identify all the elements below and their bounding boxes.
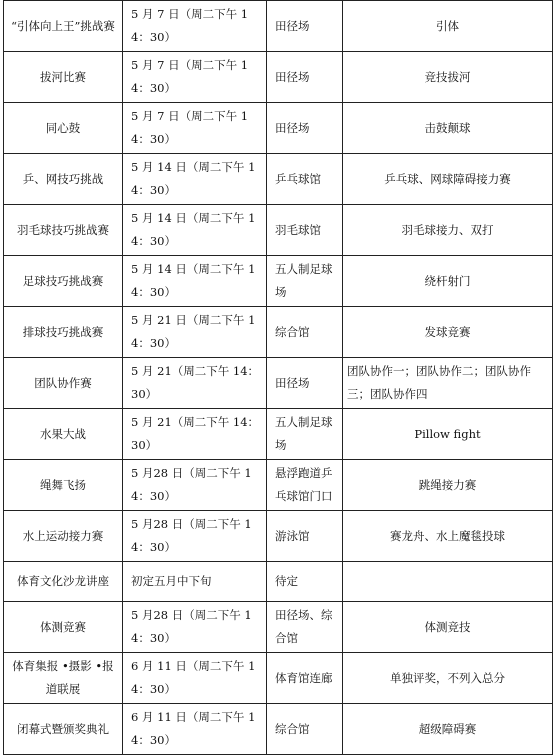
venue-cell: 田径场 [267, 103, 343, 154]
venue-cell: 田径场 [267, 1, 343, 52]
content-cell: 乒乓球、网球障碍接力赛 [343, 154, 553, 205]
event-name-cell: “引体向上王”挑战赛 [4, 1, 123, 52]
schedule-table [3, 0, 553, 755]
event-name-cell: 水果大战 [4, 409, 123, 460]
table-row [4, 511, 553, 562]
event-name-cell: 闭幕式暨颁奖典礼 [4, 704, 123, 755]
date-cell: 5 月 21 日（周二下午 14：30） [123, 307, 267, 358]
event-name-cell: 羽毛球技巧挑战赛 [4, 205, 123, 256]
venue-cell: 羽毛球馆 [267, 205, 343, 256]
date-cell: 5 月28 日（周二下午 14：30） [123, 602, 267, 653]
venue-cell: 综合馆 [267, 307, 343, 358]
date-cell: 5 月28 日（周二下午 14：30） [123, 460, 267, 511]
venue-cell: 悬浮跑道乒乓球馆门口 [267, 460, 343, 511]
content-cell: 单独评奖，不列入总分 [343, 653, 553, 704]
event-name-cell: 团队协作赛 [4, 358, 123, 409]
table-row [4, 256, 553, 307]
event-name-cell: 体育集报 •摄影 •报道联展 [4, 653, 123, 704]
venue-cell: 五人制足球场 [267, 409, 343, 460]
date-cell: 5 月 21（周二下午 14：30） [123, 358, 267, 409]
content-cell [343, 562, 553, 602]
table-row [4, 602, 553, 653]
venue-cell: 游泳馆 [267, 511, 343, 562]
venue-cell: 体育馆连廊 [267, 653, 343, 704]
date-cell: 5 月 7 日（周二下午 14：30） [123, 52, 267, 103]
content-cell: 击鼓颠球 [343, 103, 553, 154]
table-row [4, 460, 553, 511]
venue-cell: 待定 [267, 562, 343, 602]
date-cell: 5 月 7 日（周二下午 14：30） [123, 1, 267, 52]
table-row [4, 154, 553, 205]
date-cell: 6 月 11 日（周二下午 14：30） [123, 653, 267, 704]
table-row [4, 103, 553, 154]
content-cell: 绕杆射门 [343, 256, 553, 307]
schedule-body [4, 1, 553, 755]
event-name-cell: 拔河比赛 [4, 52, 123, 103]
date-cell: 5 月 21（周二下午 14：30） [123, 409, 267, 460]
table-row [4, 409, 553, 460]
date-cell: 5 月28 日（周二下午 14：30） [123, 511, 267, 562]
table-row [4, 52, 553, 103]
event-name-cell: 排球技巧挑战赛 [4, 307, 123, 358]
content-cell: 赛龙舟、水上魔毯投球 [343, 511, 553, 562]
content-cell: 团队协作一；团队协作二；团队协作三；团队协作四 [343, 358, 553, 409]
table-row [4, 562, 553, 602]
content-cell: 跳绳接力赛 [343, 460, 553, 511]
content-cell: 体测竞技 [343, 602, 553, 653]
venue-cell: 田径场 [267, 52, 343, 103]
date-cell: 6 月 11 日（周二下午 14：30） [123, 704, 267, 755]
table-row [4, 205, 553, 256]
event-name-cell: 体测竞赛 [4, 602, 123, 653]
content-cell: 引体 [343, 1, 553, 52]
date-cell: 5 月 14 日（周二下午 14：30） [123, 154, 267, 205]
content-cell: Pillow fight [343, 409, 553, 460]
date-cell: 5 月 14 日（周二下午 14：30） [123, 256, 267, 307]
content-cell: 羽毛球接力、双打 [343, 205, 553, 256]
venue-cell: 综合馆 [267, 704, 343, 755]
date-cell: 5 月 14 日（周二下午 14：30） [123, 205, 267, 256]
venue-cell: 五人制足球场 [267, 256, 343, 307]
content-cell: 超级障碍赛 [343, 704, 553, 755]
date-cell: 初定五月中下旬 [123, 562, 267, 602]
venue-cell: 田径场 [267, 358, 343, 409]
table-row [4, 307, 553, 358]
event-name-cell: 水上运动接力赛 [4, 511, 123, 562]
event-name-cell: 乒、网技巧挑战 [4, 154, 123, 205]
table-row [4, 358, 553, 409]
venue-cell: 乒乓球馆 [267, 154, 343, 205]
event-name-cell: 足球技巧挑战赛 [4, 256, 123, 307]
venue-cell: 田径场、综合馆 [267, 602, 343, 653]
event-name-cell: 同心鼓 [4, 103, 123, 154]
table-row [4, 1, 553, 52]
event-name-cell: 体育文化沙龙讲座 [4, 562, 123, 602]
content-cell: 竞技拔河 [343, 52, 553, 103]
date-cell: 5 月 7 日（周二下午 14：30） [123, 103, 267, 154]
table-row [4, 704, 553, 755]
content-cell: 发球竞赛 [343, 307, 553, 358]
event-name-cell: 绳舞飞扬 [4, 460, 123, 511]
